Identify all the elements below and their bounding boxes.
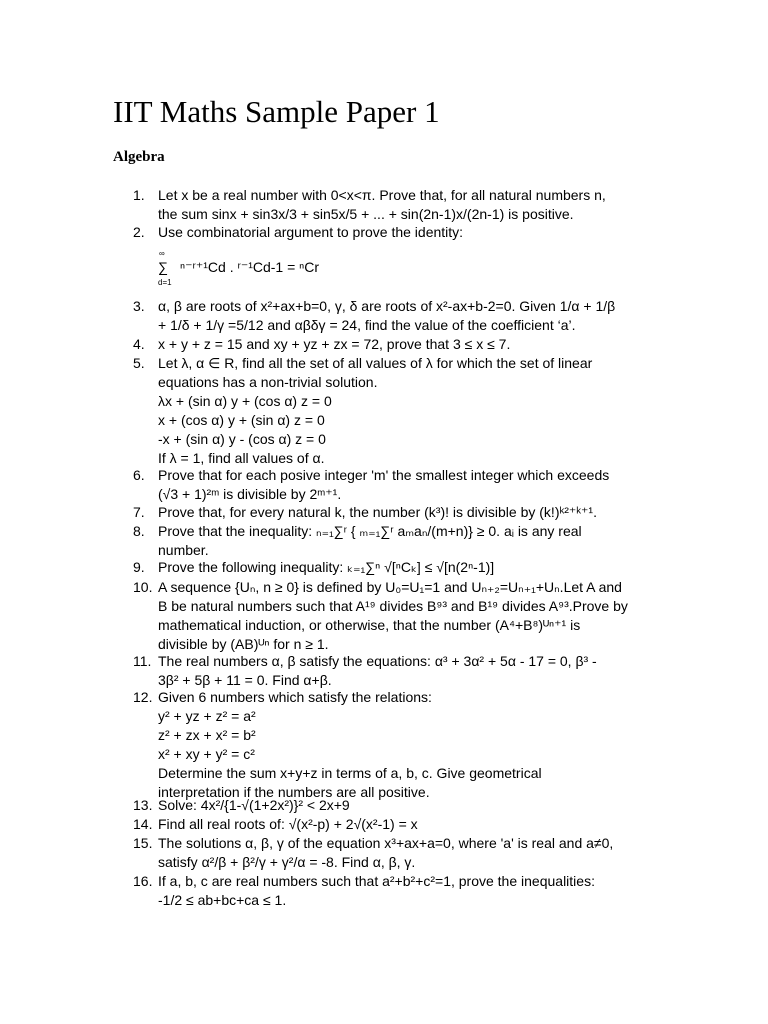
question-number: 12. [133, 689, 153, 705]
identity-expression: ⁿ⁻ʳ⁺¹Cd . ʳ⁻¹Cd-1 = ⁿCr [180, 259, 320, 275]
question-text: (√3 + 1)²ᵐ is divisible by 2ᵐ⁺¹. [158, 486, 342, 502]
question-text: α, β are roots of x²+ax+b=0, γ, δ are roots of x²-ax+b-2=0. Given 1/α + 1/β [158, 298, 616, 314]
question-text: Let x be a real number with 0<x<π. Prove that, for all natural numbers n, [158, 187, 606, 203]
equation-line: -x + (sin α) y - (cos α) z = 0 [158, 431, 326, 447]
question-number: 10. [133, 579, 153, 595]
question-text: Solve: 4x²/{1-√(1+2x²)}² < 2x+9 [158, 797, 350, 813]
question-number: 7. [133, 504, 145, 520]
question-number: 8. [133, 523, 145, 539]
question-text: divisible by (AB)ᵁⁿ for n ≥ 1. [158, 636, 329, 652]
question-text: 3β² + 5β + 11 = 0. Find α+β. [158, 672, 332, 688]
question-text: number. [158, 542, 209, 558]
equation-line: z² + zx + x² = b² [158, 727, 256, 743]
question-number: 6. [133, 467, 145, 483]
question-text: Let λ, α ∈ R, find all the set of all values of λ for which the set of linear [158, 355, 593, 371]
question-number: 4. [133, 336, 145, 352]
question-text: the sum sinx + sin3x/3 + sin5x/5 + ... + sin(2n-1)x/(2n-1) is positive. [158, 206, 574, 222]
question-number: 3. [133, 298, 145, 314]
equation-line: λx + (sin α) y + (cos α) z = 0 [158, 393, 332, 409]
question-number: 2. [133, 224, 145, 240]
equation-line: x² + xy + y² = c² [158, 746, 255, 762]
question-number: 13. [133, 797, 153, 813]
page-title: IIT Maths Sample Paper 1 [113, 94, 440, 129]
question-text: + 1/δ + 1/γ =5/12 and αβδγ = 24, find the value of the coefficient ‘a’. [158, 317, 576, 333]
question-text: x + y + z = 15 and xy + yz + zx = 72, prove that 3 ≤ x ≤ 7. [158, 336, 511, 352]
equation-line: x + (cos α) y + (sin α) z = 0 [158, 412, 325, 428]
sum-lower-limit: d=1 [158, 278, 172, 287]
question-number: 9. [133, 559, 145, 575]
question-text: Prove that the inequality: ₙ₌₁∑ʳ { ₘ₌₁∑ʳ aₘaₙ/(m+n)} ≥ 0. aᵢ is any real [158, 523, 582, 539]
question-text: Prove that, for every natural k, the number (k³)! is divisible by (k!)ᵏ²⁺ᵏ⁺¹. [158, 504, 597, 520]
question-text: satisfy α²/β + β²/γ + γ²/α = -8. Find α, β, γ. [158, 854, 416, 870]
sigma-symbol: ∑ [158, 259, 168, 275]
question-text: Given 6 numbers which satisfy the relations: [158, 689, 432, 705]
question-number: 15. [133, 835, 153, 851]
question-text: Determine the sum x+y+z in terms of a, b, c. Give geometrical [158, 765, 542, 781]
question-text: If λ = 1, find all values of α. [158, 450, 325, 466]
question-text: If a, b, c are real numbers such that a²+b²+c²=1, prove the inequalities: [158, 873, 595, 889]
question-text: B be natural numbers such that A¹⁹ divides B⁹³ and B¹⁹ divides A⁹³.Prove by [158, 598, 628, 614]
question-number: 5. [133, 355, 145, 371]
section-heading: Algebra [113, 149, 165, 165]
question-text: mathematical induction, or otherwise, that the number (A⁴+B⁸)ᵁⁿ⁺¹ is [158, 617, 581, 633]
equation-line: y² + yz + z² = a² [158, 708, 256, 724]
summation-identity [158, 250, 458, 290]
question-text: equations has a non-trivial solution. [158, 374, 378, 390]
question-text: The solutions α, β, γ of the equation x³+ax+a=0, where 'a' is real and a≠0, [158, 835, 614, 851]
question-text: -1/2 ≤ ab+bc+ca ≤ 1. [158, 892, 287, 908]
question-text: Use combinatorial argument to prove the identity: [158, 224, 464, 240]
question-text: A sequence {Uₙ, n ≥ 0} is defined by U₀=U₁=1 and Uₙ₊₂=Uₙ₊₁+Uₙ.Let A and [158, 579, 622, 595]
question-number: 1. [133, 187, 145, 203]
question-number: 11. [133, 653, 152, 669]
question-text: Prove the following inequality: ₖ₌₁∑ⁿ √[ⁿCₖ] ≤ √[n(2ⁿ-1)] [158, 559, 495, 575]
sum-upper-limit: ∞ [159, 249, 165, 258]
question-text: interpretation if the numbers are all positive. [158, 784, 430, 800]
question-number: 14. [133, 816, 153, 832]
question-number: 16. [133, 873, 153, 889]
question-text: The real numbers α, β satisfy the equations: α³ + 3α² + 5α - 17 = 0, β³ - [158, 653, 597, 669]
question-text: Prove that for each posive integer 'm' the smallest integer which exceeds [158, 467, 610, 483]
question-text: Find all real roots of: √(x²-p) + 2√(x²-1) = x [158, 816, 418, 832]
